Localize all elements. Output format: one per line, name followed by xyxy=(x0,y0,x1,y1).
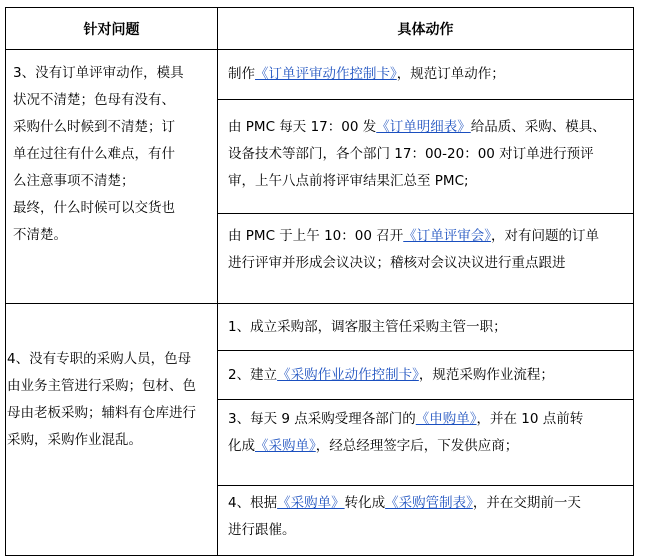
header-problem: 针对问题 xyxy=(83,21,140,38)
row-divider xyxy=(217,399,633,400)
purchase-control-sheet-link[interactable]: 《采购管制表》 xyxy=(385,495,473,511)
order-review-meeting-link[interactable]: 《订单评审会》 xyxy=(403,228,491,244)
action-order-review-card: 制作《订单评审动作控制卡》，规范订单动作； xyxy=(228,66,505,82)
problem-4-text: 4、没有专职的采购人员，色母 由业务主管进行采购；包材、色 母由老板采购；辅料有仓库进行 采购，采购作业混乱。 xyxy=(7,351,196,448)
action-pmc-order-detail: 由 PMC 每天 17：00 发《订单明细表》给品质、采购、模具、 设备技术等部门，各个部门 17：00-20：00 对订单进行预评 审，上午八点前将评审结果汇总至 PMC; xyxy=(228,119,606,189)
action-purchasing-card: 2、建立《采购作业动作控制卡》，规范采购作业流程； xyxy=(228,367,554,383)
purchasing-card-link[interactable]: 《采购作业动作控制卡》 xyxy=(277,367,419,383)
action-purchasing-dept: 1、成立采购部，调客服主管任采购主管一职； xyxy=(228,319,507,335)
header-divider xyxy=(6,49,633,50)
requisition-link[interactable]: 《申购单》 xyxy=(415,411,477,427)
header-action: 具体动作 xyxy=(397,21,454,38)
row-divider xyxy=(217,213,633,214)
order-review-card-link[interactable]: 《订单评审动作控制卡》 xyxy=(255,66,397,82)
purchase-order-link[interactable]: 《采购单》 xyxy=(255,438,316,454)
row-divider xyxy=(217,99,633,100)
row-divider xyxy=(217,350,633,351)
problem-3-text: 3、没有订单评审动作，模具 状况不清楚；色母有没有、 采购什么时候到不清楚；订 单在过往有什么难点，有什 么注意事项不清楚； 最终，什么时候可以交货也 不清楚。 xyxy=(13,65,184,243)
action-order-review-meeting: 由 PMC 于上午 10：00 召开《订单评审会》，对有问题的订单 进行评审并形成会议决议；稽核对会议决议进行重点跟进 xyxy=(228,228,599,271)
purchase-order-link[interactable]: 《采购单》 xyxy=(277,495,345,511)
section-divider xyxy=(6,303,633,304)
order-detail-link[interactable]: 《订单明细表》 xyxy=(376,119,471,135)
action-purchase-control: 4、根据《采购单》转化成《采购管制表》，并在交期前一天 进行跟催。 xyxy=(228,495,581,538)
action-table xyxy=(5,7,634,556)
column-divider xyxy=(217,8,218,555)
action-requisition: 3、每天 9 点采购受理各部门的《申购单》，并在 10 点前转 化成《采购单》，经总经理签字后，下发供应商； xyxy=(228,411,584,454)
row-divider xyxy=(217,485,633,486)
